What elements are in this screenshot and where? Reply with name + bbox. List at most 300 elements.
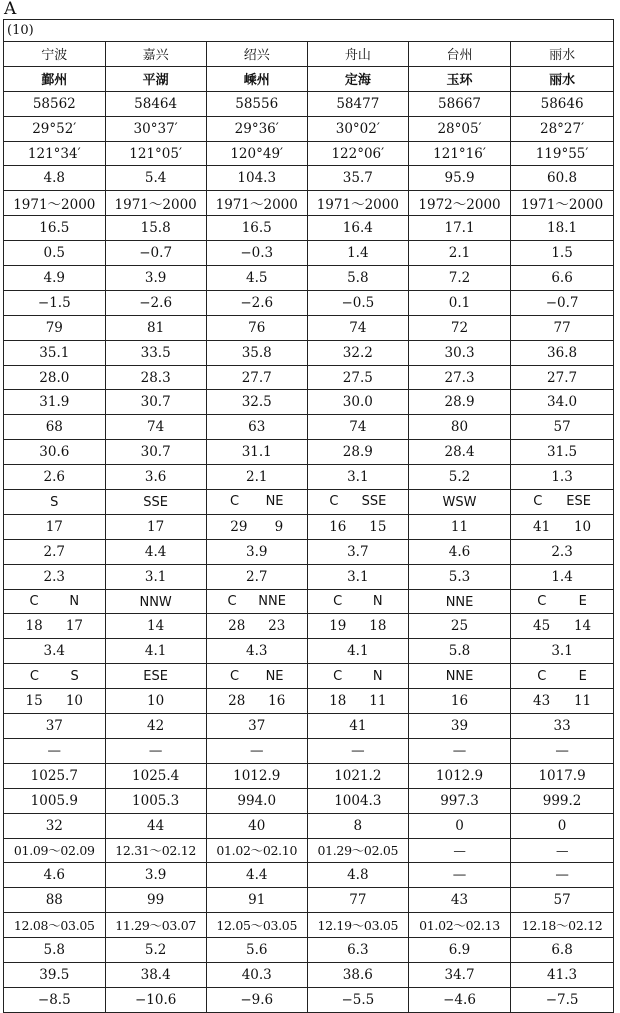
table-cell: 37 (206, 714, 307, 739)
cell-part: 45 (533, 618, 551, 635)
table-cell: 16.5 (4, 216, 105, 241)
table-cell: 74 (307, 315, 408, 340)
table-cell: 0.1 (408, 290, 510, 315)
table-cell: 122°06′ (307, 141, 408, 166)
table-cell: 38.4 (105, 962, 206, 987)
table-cell: 1021.2 (307, 763, 408, 788)
cell-part: N (372, 668, 383, 684)
table-cell: 58646 (511, 91, 613, 116)
table-cell: 平湖 (105, 66, 206, 91)
table-cell: 39.5 (4, 962, 105, 987)
table-cell: 28.9 (307, 440, 408, 465)
table-cell: 1017.9 (511, 763, 613, 788)
cell-part: N (69, 594, 80, 610)
table-cell: 17.1 (408, 216, 510, 241)
table-cell: 1971～2000 (307, 191, 408, 216)
table-cell: 38.6 (307, 962, 408, 987)
table-row (4, 390, 613, 415)
table-cell: 999.2 (511, 788, 613, 813)
table-row (4, 465, 613, 490)
cell-part: C (29, 594, 39, 610)
table-cell: 58556 (206, 91, 307, 116)
table-cell: 104.3 (206, 166, 307, 191)
table-cell: 1.5 (511, 241, 613, 266)
cell-part: C (229, 668, 240, 684)
table-cell: 63 (206, 415, 307, 440)
table-cell: — (4, 738, 105, 763)
table-cell: 30.7 (105, 440, 206, 465)
table-cell: 4.1 (105, 639, 206, 664)
table-cell: 12.08～03.05 (4, 913, 105, 938)
cell-part: 10 (65, 693, 84, 710)
table-cell: 0 (408, 813, 510, 838)
table-cell: 2.1 (206, 465, 307, 490)
cell-part: 43 (533, 693, 551, 710)
table-cell: 5.8 (408, 639, 510, 664)
table-cell: 29°52′ (4, 116, 105, 141)
table-cell (4, 689, 105, 714)
table-cell: −5.5 (307, 987, 408, 1011)
cell-part: 11 (573, 693, 592, 710)
cell-part: C (333, 668, 343, 684)
cell-part: ESE (143, 669, 168, 685)
table-cell: 88 (4, 888, 105, 913)
table-cell: 16.4 (307, 216, 408, 241)
table-cell: 31.1 (206, 440, 307, 465)
table-cell: −0.5 (307, 290, 408, 315)
table-cell: 12.31～02.12 (105, 838, 206, 863)
table-cell: 41 (307, 714, 408, 739)
table-cell (4, 614, 105, 639)
table-cell (511, 614, 613, 639)
table-cell: 5.3 (408, 564, 510, 589)
table-cell (206, 664, 307, 689)
cell-part: 11 (369, 693, 387, 710)
table-cell: 2.6 (4, 465, 105, 490)
cell-part: NE (265, 494, 284, 510)
table-cell: 76 (206, 315, 307, 340)
table-cell: 8 (307, 813, 408, 838)
cell-part: C (537, 594, 547, 610)
table-cell: 4.4 (105, 539, 206, 564)
cell-part: C (533, 494, 543, 510)
table-cell: — (511, 738, 613, 763)
table-cell: −8.5 (4, 987, 105, 1011)
table-cell: 28.0 (4, 365, 105, 390)
table-row (4, 266, 613, 291)
corner-label: A (4, 0, 17, 19)
table-cell (511, 490, 613, 515)
table-cell: 31.5 (511, 440, 613, 465)
station-header-row (4, 42, 613, 66)
table-cell: 4.9 (4, 266, 105, 291)
table-cell (511, 589, 613, 614)
table-row (4, 290, 613, 315)
table-cell: 1012.9 (408, 763, 510, 788)
table-row (4, 614, 613, 639)
table-cell: — (408, 863, 510, 888)
table-cell (4, 514, 105, 539)
table-cell: 3.9 (105, 863, 206, 888)
table-row (4, 763, 613, 788)
table-row (4, 738, 613, 763)
table-cell: 12.18～02.12 (511, 913, 613, 938)
cell-part: 16 (450, 693, 469, 710)
table-cell: 1972～2000 (408, 191, 510, 216)
table-cell: 4.8 (307, 863, 408, 888)
table-cell: 33 (511, 714, 613, 739)
table-cell: 35.1 (4, 340, 105, 365)
table-cell: 丽水 (511, 66, 613, 91)
table-cell: 3.7 (307, 539, 408, 564)
table-cell (4, 589, 105, 614)
cell-part: 23 (268, 618, 286, 635)
table-cell: 58477 (307, 91, 408, 116)
table-cell: 3.1 (307, 564, 408, 589)
table-cell: 0.5 (4, 241, 105, 266)
table-row (4, 838, 613, 863)
table-cell: 119°55′ (511, 141, 613, 166)
table-cell: 4.3 (206, 639, 307, 664)
table-cell: 1025.7 (4, 763, 105, 788)
table-row (4, 216, 613, 241)
table-cell: −0.7 (511, 290, 613, 315)
table-cell (408, 689, 510, 714)
cell-part: E (578, 668, 587, 684)
table-cell (307, 614, 408, 639)
cell-part: 18 (329, 693, 347, 710)
table-cell: — (408, 838, 510, 863)
table-cell: 3.6 (105, 465, 206, 490)
table-cell (511, 514, 613, 539)
table-cell: 鄞州 (4, 66, 105, 91)
table-cell: 1012.9 (206, 763, 307, 788)
table-cell: 6.8 (511, 938, 613, 963)
table-cell: −2.6 (206, 290, 307, 315)
table-cell: 30.7 (105, 390, 206, 415)
table-cell (408, 589, 510, 614)
table-cell: 34.0 (511, 390, 613, 415)
cell-part: 15 (369, 518, 387, 535)
cell-part: 18 (25, 618, 43, 635)
table-cell: 1971～2000 (105, 191, 206, 216)
table-cell (4, 490, 105, 515)
cell-part: 16 (329, 518, 347, 535)
cell-part: 41 (533, 518, 551, 535)
table-cell: 1004.3 (307, 788, 408, 813)
table-cell: 58562 (4, 91, 105, 116)
table-cell: 36.8 (511, 340, 613, 365)
table-cell: 44 (105, 813, 206, 838)
table-cell: 定海 (307, 66, 408, 91)
table-cell: 28.3 (105, 365, 206, 390)
table-cell: 4.8 (4, 166, 105, 191)
table-cell: 绍兴 (206, 42, 307, 66)
table-cell: 嘉兴 (105, 42, 206, 66)
table-cell: 15.8 (105, 216, 206, 241)
table-cell: 32.2 (307, 340, 408, 365)
table-cell: 77 (307, 888, 408, 913)
table-cell: 95.9 (408, 166, 510, 191)
table-cell (105, 664, 206, 689)
table-cell (105, 614, 206, 639)
table-cell: — (307, 738, 408, 763)
table-cell: 1971～2000 (511, 191, 613, 216)
cell-part: 17 (147, 518, 165, 535)
table-cell: 01.02～02.13 (408, 913, 510, 938)
table-cell: 2.1 (408, 241, 510, 266)
table-cell: 4.4 (206, 863, 307, 888)
table-cell (105, 689, 206, 714)
table-row (4, 340, 613, 365)
cell-part: 25 (450, 618, 469, 635)
table-cell: 舟山 (307, 42, 408, 66)
table-cell: 41.3 (511, 962, 613, 987)
table-cell: 121°34′ (4, 141, 105, 166)
cell-part: NNE (445, 669, 474, 685)
table-cell: −0.7 (105, 241, 206, 266)
cell-part: NE (265, 668, 284, 684)
table-cell (105, 514, 206, 539)
table-cell (206, 689, 307, 714)
table-cell: −7.5 (545, 991, 579, 1008)
table-row (4, 166, 613, 191)
table-cell: 74 (105, 415, 206, 440)
cell-part: 9 (274, 518, 284, 535)
table-cell: 1.4 (307, 241, 408, 266)
table-cell: 33.5 (105, 340, 206, 365)
cell-part: 28 (228, 618, 246, 635)
table-cell: 2.3 (511, 539, 613, 564)
table-cell: −9.6 (206, 987, 307, 1011)
cell-part: 17 (65, 618, 84, 635)
cell-part: 18 (369, 618, 387, 635)
table-row (4, 689, 613, 714)
table-cell: 58667 (408, 91, 510, 116)
table-cell: 80 (408, 415, 510, 440)
table-cell (511, 689, 613, 714)
table-row (4, 564, 613, 589)
table-cell: 3.1 (511, 639, 613, 664)
table-row (4, 788, 613, 813)
table-cell: 28°27′ (511, 116, 613, 141)
cell-part: 16 (268, 693, 286, 710)
table-cell: −2.6 (105, 290, 206, 315)
cell-part: NNW (139, 594, 172, 610)
table-cell: 30.6 (4, 440, 105, 465)
table-cell: 3.1 (105, 564, 206, 589)
table-cell: 5.2 (105, 938, 206, 963)
table-cell: 35.8 (206, 340, 307, 365)
table-cell: 74 (307, 415, 408, 440)
table-cell: 40 (206, 813, 307, 838)
table-cell: 宁波 (4, 42, 105, 66)
cell-part: SSE (143, 494, 168, 510)
table-cell: 31.9 (4, 390, 105, 415)
table-cell: — (511, 838, 613, 863)
table-cell: 1005.9 (4, 788, 105, 813)
table-cell: 27.3 (408, 365, 510, 390)
table-cell: 120°49′ (206, 141, 307, 166)
table-cell: 6.3 (307, 938, 408, 963)
table-cell: 2.7 (206, 564, 307, 589)
table-cell: 6.9 (408, 938, 510, 963)
table-cell (408, 614, 510, 639)
site-header-row (4, 66, 613, 91)
table-cell: 2.7 (4, 539, 105, 564)
table-cell: 57 (511, 888, 613, 913)
table-cell: 32.5 (206, 390, 307, 415)
table-cell: 12.05～03.05 (206, 913, 307, 938)
cell-part: SSE (361, 494, 387, 510)
table-cell: 28.9 (408, 390, 510, 415)
table-cell: −0.3 (206, 241, 307, 266)
table-cell: 68 (4, 415, 105, 440)
table-cell: 5.8 (307, 266, 408, 291)
cell-part: N (372, 594, 383, 610)
table-row (4, 440, 613, 465)
table-cell (511, 664, 613, 689)
table-cell: 0 (511, 813, 613, 838)
table-cell: 01.09～02.09 (4, 838, 105, 863)
table-row (4, 888, 613, 913)
table-cell: 4.5 (206, 266, 307, 291)
cell-part: C (229, 494, 240, 510)
cell-part: ESE (566, 494, 591, 510)
climate-data-table (3, 19, 614, 1013)
table-cell: −10.6 (105, 987, 206, 1011)
table-cell: 丽水 (511, 42, 613, 66)
cell-part: S (50, 494, 59, 510)
table-cell (408, 490, 510, 515)
table-cell: 994.0 (206, 788, 307, 813)
table-row (4, 539, 613, 564)
table-cell: 4.1 (307, 639, 408, 664)
data-grid (4, 42, 613, 1012)
cell-part: 17 (45, 518, 63, 535)
cell-part: 29 (230, 518, 248, 535)
table-cell: 3.9 (206, 539, 307, 564)
table-cell: — (105, 738, 206, 763)
table-cell: 1.3 (511, 465, 613, 490)
table-cell: 5.2 (408, 465, 510, 490)
table-row (4, 714, 613, 739)
table-row (4, 987, 613, 1011)
cell-part: 28 (228, 693, 246, 710)
table-row (4, 241, 613, 266)
table-cell: 60.8 (511, 166, 613, 191)
cell-part: 19 (329, 618, 347, 635)
table-cell: 2.3 (4, 564, 105, 589)
cell-part: E (578, 594, 587, 610)
table-cell (206, 589, 307, 614)
table-cell: 18.1 (511, 216, 613, 241)
table-cell: 12.19～03.05 (307, 913, 408, 938)
table-cell: 29°36′ (206, 116, 307, 141)
table-cell: 4.6 (408, 539, 510, 564)
cell-part: 11 (450, 518, 469, 535)
table-cell: 57 (511, 415, 613, 440)
table-cell: 28.4 (408, 440, 510, 465)
table-cell: 1025.4 (105, 763, 206, 788)
table-cell: — (511, 863, 613, 888)
table-cell: 58464 (105, 91, 206, 116)
table-row (4, 813, 613, 838)
table-row (4, 589, 613, 614)
table-cell: 91 (206, 888, 307, 913)
table-cell: 34.7 (408, 962, 510, 987)
cell-part: 10 (573, 518, 592, 535)
table-cell: 台州 (408, 42, 510, 66)
table-cell: 39 (408, 714, 510, 739)
table-cell: 01.02～02.10 (206, 838, 307, 863)
cell-part: C (227, 594, 237, 610)
table-cell: 32 (4, 813, 105, 838)
table-cell: — (206, 738, 307, 763)
table-cell: 27.7 (206, 365, 307, 390)
table-row (4, 938, 613, 963)
table-cell: 1971～2000 (206, 191, 307, 216)
cell-part: NNE (258, 594, 286, 610)
table-cell: 40.3 (206, 962, 307, 987)
table-cell: 3.9 (105, 266, 206, 291)
table-row (4, 191, 613, 216)
table-cell: 1.4 (511, 564, 613, 589)
table-cell: 5.8 (4, 938, 105, 963)
cell-part: C (537, 668, 547, 684)
table-cell: 997.3 (408, 788, 510, 813)
table-cell: 35.7 (307, 166, 408, 191)
table-cell: 30.0 (307, 390, 408, 415)
table-cell: 1005.3 (105, 788, 206, 813)
table-cell (4, 664, 105, 689)
table-cell: 81 (105, 315, 206, 340)
section-label: (10) (4, 20, 613, 42)
table-cell: 99 (105, 888, 206, 913)
table-cell: 3.1 (307, 465, 408, 490)
table-cell (105, 589, 206, 614)
table-cell (307, 514, 408, 539)
table-cell: 4.6 (4, 863, 105, 888)
table-cell: 79 (4, 315, 105, 340)
cell-part: C (29, 668, 39, 684)
table-cell: 16.5 (206, 216, 307, 241)
table-cell: 玉环 (408, 66, 510, 91)
table-cell: −1.5 (4, 290, 105, 315)
table-cell: 30°02′ (307, 116, 408, 141)
cell-part: WSW (442, 494, 477, 510)
table-row (4, 415, 613, 440)
table-cell: 72 (408, 315, 510, 340)
table-cell: 01.29～02.05 (307, 838, 408, 863)
table-cell: 30°37′ (105, 116, 206, 141)
cell-part: C (329, 494, 339, 510)
table-cell: 5.4 (105, 166, 206, 191)
table-cell: 121°05′ (105, 141, 206, 166)
table-cell: 27.7 (511, 365, 613, 390)
table-cell: 1971～2000 (4, 191, 105, 216)
table-row (4, 664, 613, 689)
table-cell: 30.3 (408, 340, 510, 365)
table-cell: 27.5 (307, 365, 408, 390)
table-cell (408, 514, 510, 539)
table-row (4, 490, 613, 515)
table-cell: 6.6 (511, 266, 613, 291)
table-cell: 7.2 (408, 266, 510, 291)
cell-part: NNE (445, 594, 474, 610)
table-row (4, 141, 613, 166)
table-row (4, 514, 613, 539)
